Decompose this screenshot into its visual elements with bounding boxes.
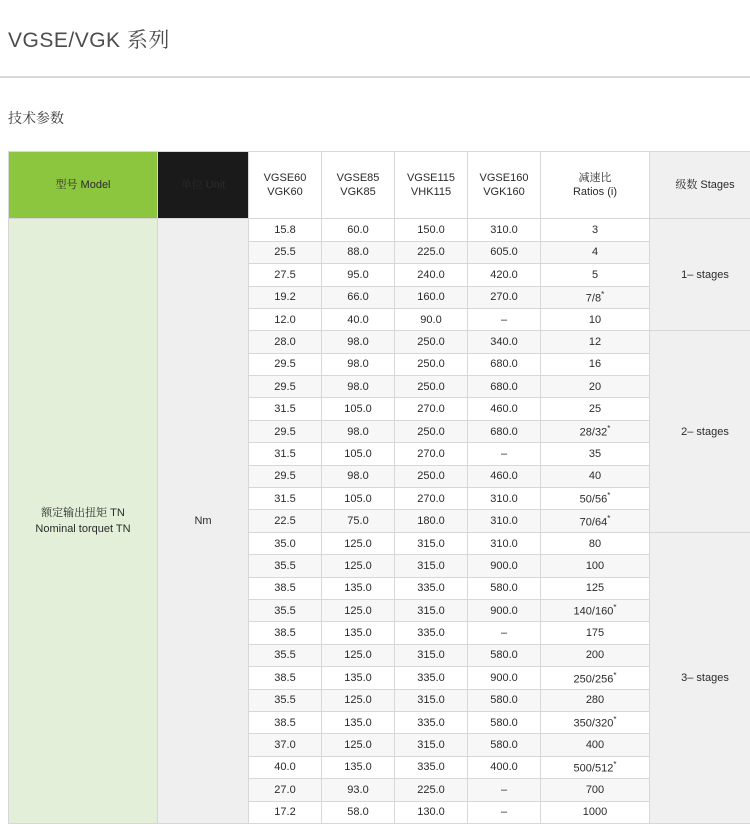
cell-value: – xyxy=(468,443,541,465)
cell-value: 66.0 xyxy=(322,286,395,308)
header-col-2-line1: VGSE115 xyxy=(396,171,466,186)
cell-value: 270.0 xyxy=(395,488,468,510)
cell-stage-group: 1– stages xyxy=(650,219,750,331)
cell-value: 25.5 xyxy=(249,241,322,263)
cell-value: 315.0 xyxy=(395,644,468,666)
cell-value: 580.0 xyxy=(468,711,541,733)
cell-ratio: 50/56* xyxy=(541,488,650,510)
cell-value: 460.0 xyxy=(468,398,541,420)
cell-value: 35.0 xyxy=(249,532,322,554)
cell-value: 29.5 xyxy=(249,465,322,487)
cell-ratio: 100 xyxy=(541,555,650,577)
cell-ratio: 12 xyxy=(541,331,650,353)
cell-value: 98.0 xyxy=(322,465,395,487)
cell-ratio: 20 xyxy=(541,376,650,398)
cell-value: 250.0 xyxy=(395,331,468,353)
cell-ratio: 35 xyxy=(541,443,650,465)
cell-ratio: 3 xyxy=(541,219,650,241)
cell-value: 160.0 xyxy=(395,286,468,308)
cell-ratio: 10 xyxy=(541,308,650,330)
cell-value: 270.0 xyxy=(395,443,468,465)
row-label-nominal-torque xyxy=(9,219,158,824)
cell-value: 135.0 xyxy=(322,756,395,778)
cell-ratio: 1000 xyxy=(541,801,650,823)
cell-value: 28.0 xyxy=(249,331,322,353)
cell-value: 580.0 xyxy=(468,577,541,599)
header-col-0-line2: VGK60 xyxy=(250,185,320,200)
cell-value: 135.0 xyxy=(322,577,395,599)
cell-ratio: 4 xyxy=(541,241,650,263)
header-ratios-line1: 减速比 xyxy=(542,171,648,186)
cell-value: 250.0 xyxy=(395,376,468,398)
cell-value: 58.0 xyxy=(322,801,395,823)
cell-stage-group: 3– stages xyxy=(650,532,750,823)
cell-ratio: 280 xyxy=(541,689,650,711)
cell-value: 400.0 xyxy=(468,756,541,778)
cell-value: 315.0 xyxy=(395,734,468,756)
cell-value: 17.2 xyxy=(249,801,322,823)
cell-value: 105.0 xyxy=(322,488,395,510)
cell-value: 12.0 xyxy=(249,308,322,330)
header-col-3-line2: VGK160 xyxy=(469,185,539,200)
cell-value: 240.0 xyxy=(395,264,468,286)
header-col-2 xyxy=(395,152,468,219)
cell-value: 605.0 xyxy=(468,241,541,263)
cell-value: 310.0 xyxy=(468,510,541,532)
cell-value: 31.5 xyxy=(249,398,322,420)
cell-value: 135.0 xyxy=(322,667,395,689)
cell-value: 270.0 xyxy=(468,286,541,308)
cell-value: 22.5 xyxy=(249,510,322,532)
cell-stage-group: 2– stages xyxy=(650,331,750,533)
cell-value: 130.0 xyxy=(395,801,468,823)
cell-value: 225.0 xyxy=(395,779,468,801)
cell-ratio: 140/160* xyxy=(541,599,650,621)
cell-value: 335.0 xyxy=(395,622,468,644)
cell-value: 310.0 xyxy=(468,488,541,510)
cell-ratio: 125 xyxy=(541,577,650,599)
cell-ratio: 40 xyxy=(541,465,650,487)
cell-value: 900.0 xyxy=(468,667,541,689)
cell-value: 125.0 xyxy=(322,532,395,554)
header-col-1 xyxy=(322,152,395,219)
cell-value: 125.0 xyxy=(322,644,395,666)
cell-ratio: 700 xyxy=(541,779,650,801)
cell-value: 900.0 xyxy=(468,555,541,577)
header-col-1-line2: VGK85 xyxy=(323,185,393,200)
cell-value: 680.0 xyxy=(468,353,541,375)
cell-value: 35.5 xyxy=(249,555,322,577)
cell-value: 125.0 xyxy=(322,689,395,711)
cell-value: 250.0 xyxy=(395,465,468,487)
cell-value: 29.5 xyxy=(249,376,322,398)
cell-value: 105.0 xyxy=(322,443,395,465)
header-col-0 xyxy=(249,152,322,219)
cell-value: 29.5 xyxy=(249,353,322,375)
cell-value: 98.0 xyxy=(322,376,395,398)
cell-value: 95.0 xyxy=(322,264,395,286)
cell-value: 40.0 xyxy=(249,756,322,778)
cell-value: 680.0 xyxy=(468,376,541,398)
cell-value: 60.0 xyxy=(322,219,395,241)
header-stages: 级数 Stages xyxy=(650,152,750,219)
cell-value: 135.0 xyxy=(322,711,395,733)
cell-ratio: 28/32* xyxy=(541,420,650,442)
cell-value: 315.0 xyxy=(395,599,468,621)
cell-value: 580.0 xyxy=(468,644,541,666)
cell-ratio: 70/64* xyxy=(541,510,650,532)
cell-value: 27.5 xyxy=(249,264,322,286)
cell-value: 37.0 xyxy=(249,734,322,756)
cell-value: 150.0 xyxy=(395,219,468,241)
cell-ratio: 5 xyxy=(541,264,650,286)
cell-ratio: 350/320* xyxy=(541,711,650,733)
cell-value: 125.0 xyxy=(322,599,395,621)
cell-ratio: 250/256* xyxy=(541,667,650,689)
cell-value: 340.0 xyxy=(468,331,541,353)
cell-value: 27.0 xyxy=(249,779,322,801)
row-label-line2: Nominal torquet TN xyxy=(15,521,151,538)
cell-value: 35.5 xyxy=(249,599,322,621)
cell-value: 270.0 xyxy=(395,398,468,420)
cell-value: – xyxy=(468,308,541,330)
page-title: VGSE/VGK 系列 xyxy=(0,14,750,62)
cell-value: 460.0 xyxy=(468,465,541,487)
title-divider xyxy=(0,76,750,78)
cell-value: 40.0 xyxy=(322,308,395,330)
row-label-line1: 额定输出扭矩 TN xyxy=(15,505,151,522)
cell-value: 31.5 xyxy=(249,488,322,510)
cell-value: 315.0 xyxy=(395,555,468,577)
cell-value: 19.2 xyxy=(249,286,322,308)
cell-value: 900.0 xyxy=(468,599,541,621)
cell-value: 75.0 xyxy=(322,510,395,532)
cell-value: 680.0 xyxy=(468,420,541,442)
header-col-1-line1: VGSE85 xyxy=(323,171,393,186)
cell-value: 98.0 xyxy=(322,353,395,375)
ratio-footnote-marker: * xyxy=(607,491,610,500)
cell-value: 125.0 xyxy=(322,555,395,577)
cell-value: 420.0 xyxy=(468,264,541,286)
cell-value: – xyxy=(468,779,541,801)
cell-ratio: 7/8* xyxy=(541,286,650,308)
ratio-footnote-marker: * xyxy=(613,760,616,769)
header-ratios-line2: Ratios (i) xyxy=(542,185,648,200)
table-header-row xyxy=(9,152,750,219)
cell-value: 335.0 xyxy=(395,577,468,599)
cell-ratio: 400 xyxy=(541,734,650,756)
cell-value: 335.0 xyxy=(395,756,468,778)
spec-page xyxy=(0,14,750,702)
cell-value: – xyxy=(468,801,541,823)
cell-ratio: 200 xyxy=(541,644,650,666)
cell-value: 250.0 xyxy=(395,353,468,375)
cell-value: 580.0 xyxy=(468,734,541,756)
cell-value: 38.5 xyxy=(249,622,322,644)
cell-value: 88.0 xyxy=(322,241,395,263)
cell-value: 335.0 xyxy=(395,667,468,689)
header-col-3 xyxy=(468,152,541,219)
cell-value: 315.0 xyxy=(395,532,468,554)
cell-value: 15.8 xyxy=(249,219,322,241)
section-title: 技术参数 xyxy=(0,90,750,140)
cell-value: 35.5 xyxy=(249,689,322,711)
header-col-2-line2: VHK115 xyxy=(396,185,466,200)
ratio-footnote-marker: * xyxy=(613,671,616,680)
cell-ratio: 16 xyxy=(541,353,650,375)
ratio-footnote-marker: * xyxy=(613,603,616,612)
cell-value: – xyxy=(468,622,541,644)
cell-ratio: 25 xyxy=(541,398,650,420)
header-model: 型号 Model xyxy=(9,152,158,219)
cell-value: 105.0 xyxy=(322,398,395,420)
ratio-footnote-marker: * xyxy=(607,514,610,523)
cell-ratio: 500/512* xyxy=(541,756,650,778)
cell-value: 29.5 xyxy=(249,420,322,442)
cell-value: 31.5 xyxy=(249,443,322,465)
cell-value: 310.0 xyxy=(468,532,541,554)
cell-value: 315.0 xyxy=(395,689,468,711)
cell-value: 38.5 xyxy=(249,711,322,733)
cell-value: 180.0 xyxy=(395,510,468,532)
cell-value: 310.0 xyxy=(468,219,541,241)
header-unit: 单位 Unit xyxy=(158,152,249,219)
table-body xyxy=(9,219,750,824)
cell-value: 38.5 xyxy=(249,577,322,599)
spec-table xyxy=(8,151,750,824)
cell-value: 135.0 xyxy=(322,622,395,644)
cell-value: 90.0 xyxy=(395,308,468,330)
table-head xyxy=(9,152,750,219)
cell-value: 93.0 xyxy=(322,779,395,801)
ratio-footnote-marker: * xyxy=(607,424,610,433)
cell-value: 250.0 xyxy=(395,420,468,442)
cell-value: 98.0 xyxy=(322,331,395,353)
cell-value: 125.0 xyxy=(322,734,395,756)
ratio-footnote-marker: * xyxy=(613,715,616,724)
table-row xyxy=(9,219,750,241)
header-col-0-line1: VGSE60 xyxy=(250,171,320,186)
cell-value: 38.5 xyxy=(249,667,322,689)
cell-value: 335.0 xyxy=(395,711,468,733)
cell-value: 225.0 xyxy=(395,241,468,263)
cell-ratio: 175 xyxy=(541,622,650,644)
ratio-footnote-marker: * xyxy=(601,290,604,299)
cell-ratio: 80 xyxy=(541,532,650,554)
unit-cell: Nm xyxy=(158,219,249,824)
cell-value: 580.0 xyxy=(468,689,541,711)
header-col-3-line1: VGSE160 xyxy=(469,171,539,186)
cell-value: 98.0 xyxy=(322,420,395,442)
header-ratios xyxy=(541,152,650,219)
cell-value: 35.5 xyxy=(249,644,322,666)
